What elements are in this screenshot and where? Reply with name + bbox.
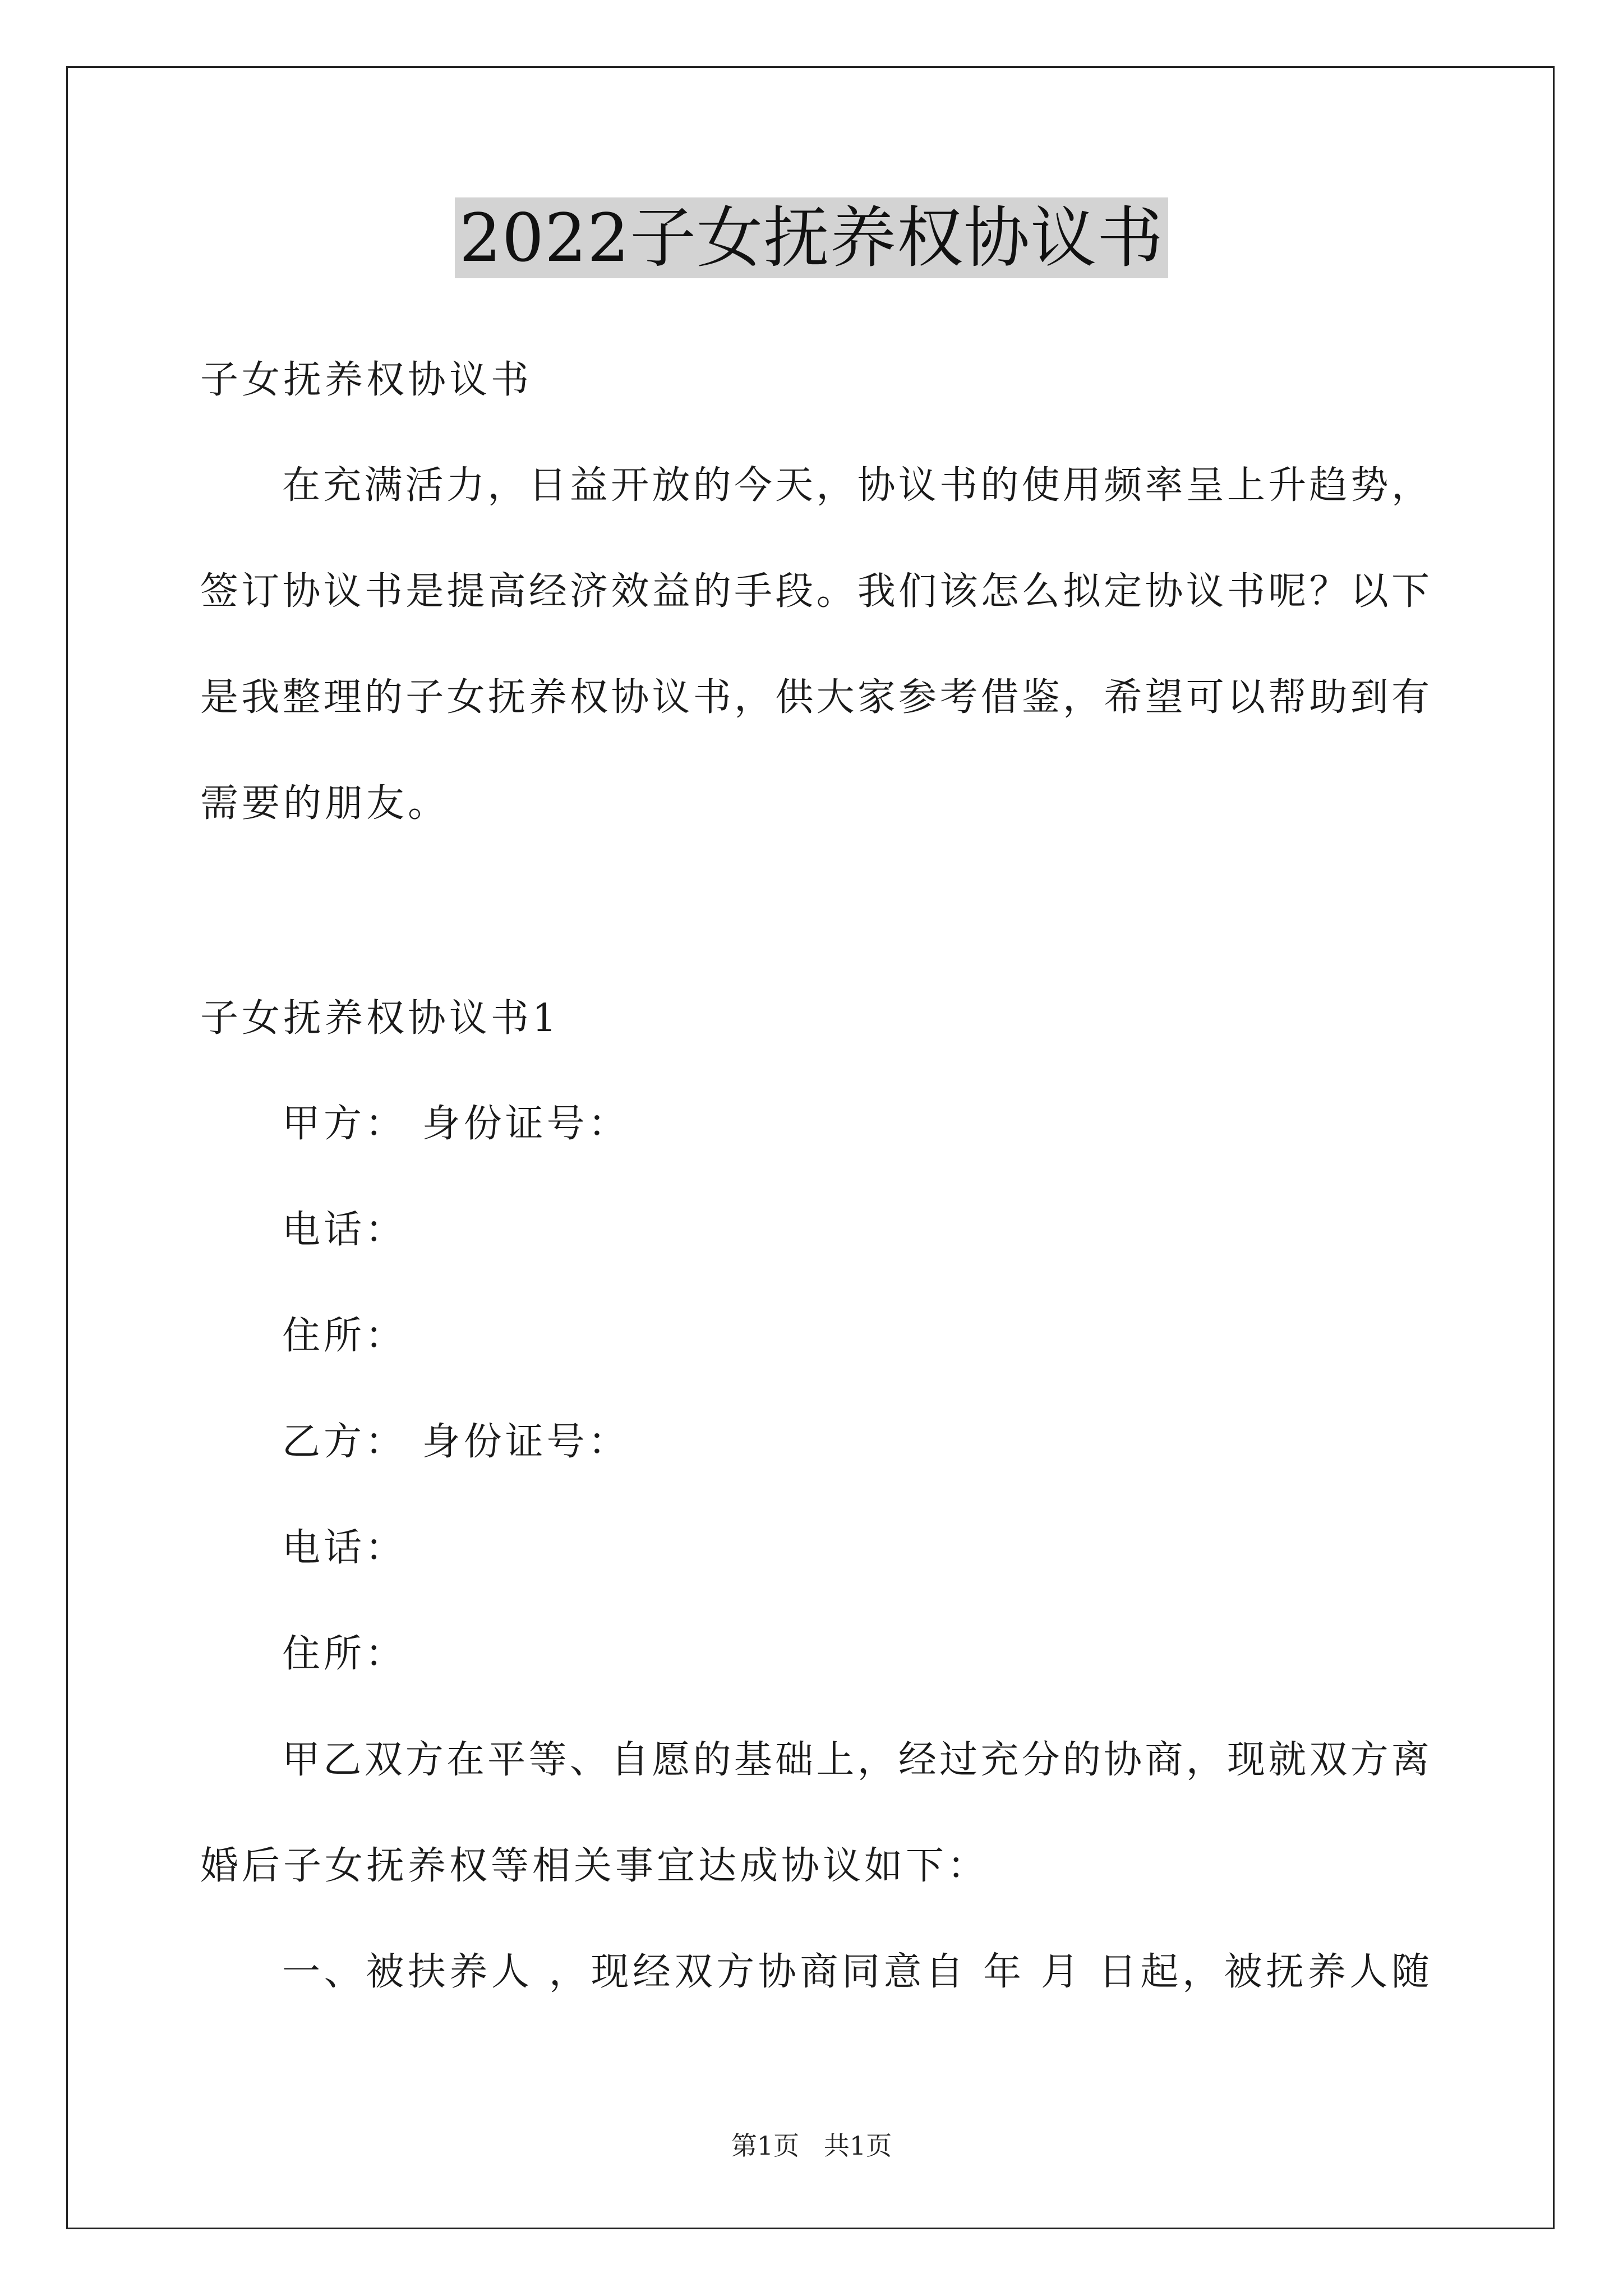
intro-line-1: 在充满活力，日益开放的今天，协议书的使用频率呈上升趋势， [282,463,1432,508]
document-title: 2022子女抚养权协议书 [455,197,1168,278]
intro-line-4: 需要的朋友。 [200,781,450,826]
document-subtitle: 子女抚养权协议书 [200,358,533,402]
party-a-address: 住所： [282,1314,407,1358]
party-a-phone: 电话： [282,1208,407,1252]
page-footer [0,2129,1623,2162]
agreement-line-1: 甲乙双方在平等、自愿的基础上，经过充分的协商，现就双方离 [282,1738,1432,1782]
agreement-line-2: 婚后子女抚养权等相关事宜达成协议如下： [200,1844,989,1888]
clause-1-line: 一、被扶养人 ，现经双方协商同意自 年 月 日起，被抚养人随 [282,1950,1432,1994]
party-a-id-line: 甲方： 身份证号： [282,1102,630,1146]
intro-line-3: 是我整理的子女抚养权协议书，供大家参考借鉴，希望可以帮助到有 [200,675,1432,720]
party-b-id-line: 乙方： 身份证号： [282,1420,630,1464]
party-b-phone: 电话： [282,1526,407,1570]
section-heading: 子女抚养权协议书1 [200,996,560,1041]
intro-line-2: 签订协议书是提高经济效益的手段。我们该怎么拟定协议书呢？以下 [200,569,1432,614]
page-number: 第1页 共1页 [731,2131,892,2161]
party-b-address: 住所： [282,1632,407,1676]
title-container [0,197,1623,278]
